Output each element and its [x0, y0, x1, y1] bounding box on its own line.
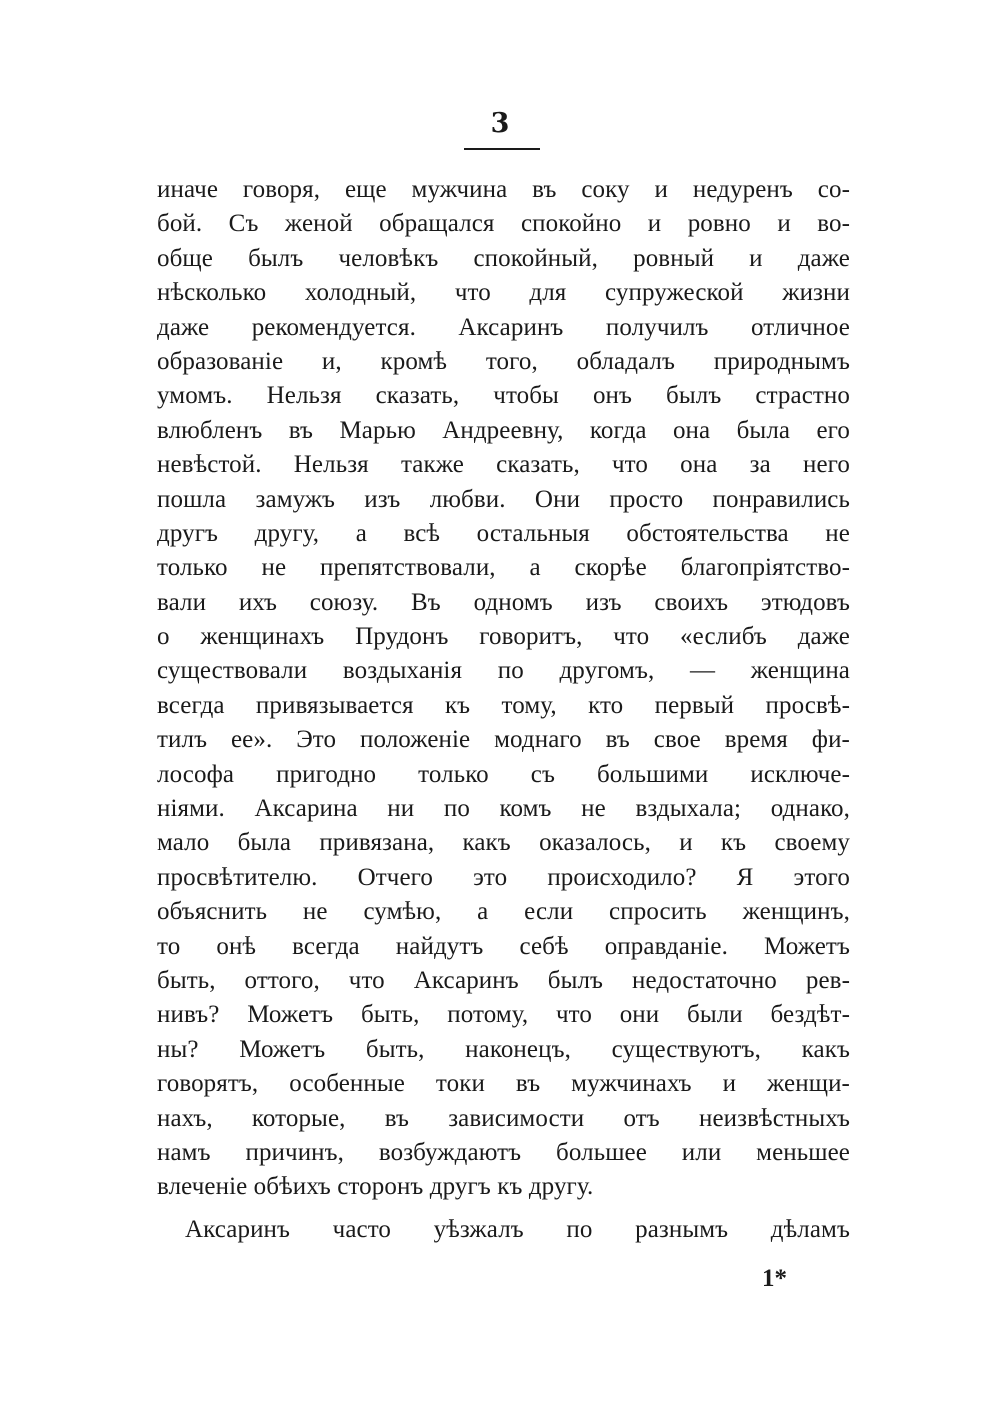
- text-line: образованіе и, кромѣ того, обладалъ природнымъ: [157, 347, 850, 375]
- text-line: ніями. Аксарина ни по комъ не вздыхала; однако,: [157, 795, 850, 823]
- text-line: бой. Съ женой обращался спокойно и ровно и во-: [157, 210, 850, 238]
- text-line: существовали воздыханія по другомъ, — женщина: [157, 657, 850, 685]
- next-paragraph-first-line: Аксаринъ часто уѣзжалъ по разнымъ дѣламъ: [185, 1215, 850, 1243]
- text-line: говорятъ, особенные токи въ мужчинахъ и женщи-: [157, 1070, 850, 1098]
- text-line: пошла замужъ изъ любви. Они просто понравились: [157, 485, 850, 513]
- text-line: влюбленъ въ Марью Андреевну, когда она была его: [157, 416, 850, 444]
- signature-mark: 1*: [762, 1265, 787, 1292]
- text-line: намъ причинъ, возбуждаютъ большее или меньшее: [157, 1138, 850, 1166]
- text-line: нѣсколько холодный, что для супружеской жизни: [157, 279, 850, 307]
- text-line: обще былъ человѣкъ спокойный, ровный и даже: [157, 244, 850, 272]
- text-line: только не препятствовали, а скорѣе благопріятство-: [157, 554, 850, 582]
- text-line: вали ихъ союзу. Въ одномъ изъ своихъ этюдовъ: [157, 588, 850, 616]
- text-line: другъ другу, а всѣ остальныя обстоятельства не: [157, 519, 850, 547]
- text-line: лософа пригодно только съ большими исключе-: [157, 760, 850, 788]
- text-line: всегда привязывается къ тому, кто первый просвѣ-: [157, 691, 850, 719]
- text-line: ны? Можетъ быть, наконецъ, существуютъ, какъ: [157, 1035, 850, 1063]
- paragraph-last-line: влеченіе обѣихъ сторонъ другъ къ другу.: [157, 1173, 594, 1201]
- text-line: просвѣтителю. Отчего это происходило? Я этого: [157, 863, 850, 891]
- text-line: иначе говоря, еще мужчина въ соку и недуренъ со-: [157, 176, 850, 203]
- text-line: о женщинахъ Прудонъ говоритъ, что «еслибъ даже: [157, 623, 850, 651]
- text-line: даже рекомендуется. Аксаринъ получилъ отличное: [157, 313, 850, 341]
- text-line: умомъ. Нельзя сказать, чтобы онъ былъ страстно: [157, 382, 850, 410]
- text-line: быть, оттого, что Аксаринъ былъ недостаточно рев-: [157, 966, 850, 994]
- text-line: нивъ? Можетъ быть, потому, что они были бездѣт-: [157, 1001, 850, 1029]
- body-text: [157, 173, 850, 1247]
- text-line: тилъ ее». Это положеніе моднаго въ свое время фи-: [157, 726, 850, 754]
- text-line: мало была привязана, какъ оказалось, и къ своему: [157, 829, 850, 857]
- text-line: невѣстой. Нельзя также сказать, что она за него: [157, 451, 850, 479]
- page-header: [0, 108, 1000, 140]
- header-rule: [464, 148, 540, 150]
- text-line: то онѣ всегда найдутъ себѣ оправданіе. Можетъ: [157, 932, 850, 960]
- text-line: нахъ, которые, въ зависимости отъ неизвѣстныхъ: [157, 1104, 850, 1132]
- page-number: 3: [490, 108, 510, 139]
- text-line: объяснить не сумѣю, а если спросить женщинъ,: [157, 898, 850, 926]
